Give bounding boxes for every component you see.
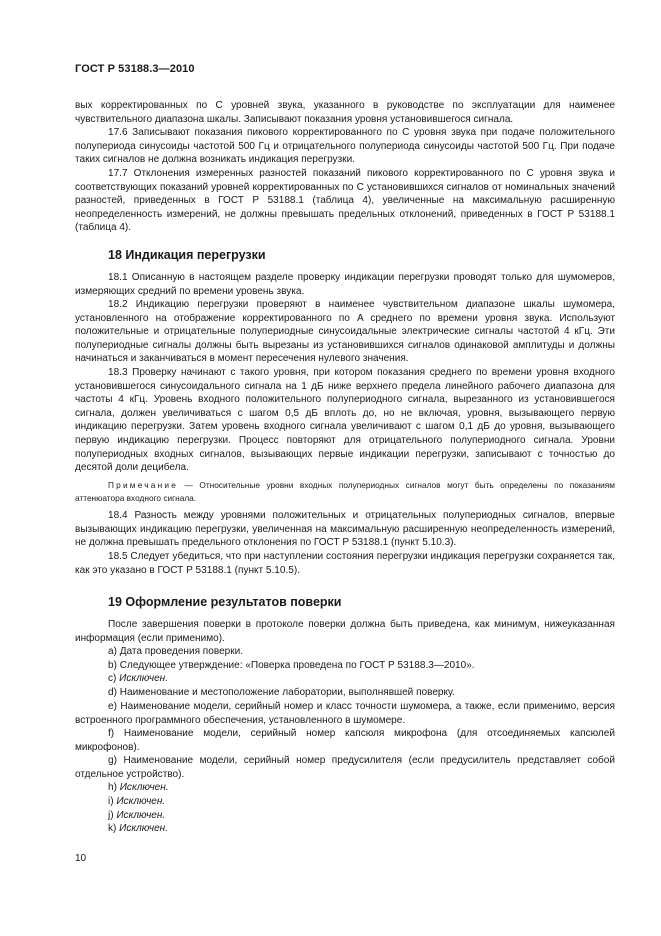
note-label: Примечание: [108, 480, 179, 490]
paragraph-18-3: 18.3 Проверку начинают с такого уровня, при котором показания среднего по времени уровня входного установившегося синусоидального сигнала на 1 дБ ниже верхнего предела линейного рабочего диапазона для частоты 4 кГц. Уровень входного положительного полупериодного сигнала, вырезанного из установившегося сигнала, должен увеличиваться с шагом 0,5 дБ вплоть до, но не включая, уровня, вызывающего первую индикацию перегрузки. Затем уровень входного сигнала увеличивают с шагом 0,1 дБ до уровня, вызывающего первую индикацию перегрузки. Процесс повторяют для отрицательного полупериодного сигнала. Уровни полупериодных входных сигналов, вызывающих первые индикации перегрузки, записывают с точностью до десятой доли децибела.: [75, 367, 615, 474]
list-item-f: f) Наименование модели, серийный номер капсюля микрофона (для отсоединяемых капсюлей микрофонов).: [75, 728, 615, 753]
list-item-i: i) Исключен.: [108, 796, 166, 807]
section-18-heading: 18 Индикация перегрузки: [108, 248, 266, 262]
page-number: 10: [75, 853, 87, 864]
paragraph-17-7: 17.7 Отклонения измеренных разностей показаний пикового корректированного по C уровня звука и соответствующих показаний уровней корректированных по C установившихся сигналов от номинальных значений разностей, приведенных в ГОСТ Р 53188.1 (таблица 4), увеличенные на максимальную расширенную неопределенность измерений, не должны превышать предельных отклонений, приведенных в ГОСТ Р 53188.1 (таблица 4).: [75, 168, 615, 234]
document-header: ГОСТ Р 53188.3—2010: [75, 63, 195, 75]
paragraph-19-intro: После завершения поверки в протоколе поверки должна быть приведена, как минимум, нижеуказанная информация (если применимо).: [75, 619, 615, 644]
paragraph-18-1: 18.1 Описанную в настоящем разделе проверку индикации перегрузки проводят только для шумомеров, измеряющих средний по времени уровень звука.: [75, 272, 615, 297]
list-item-j: j) Исключен.: [108, 810, 166, 821]
paragraph-17-6: 17.6 Записывают показания пикового корректированного по C уровня звука при подаче положительного полупериода синусоиды частотой 500 Гц и отрицательного полупериода синусоиды частотой 500 Гц. При подаче таких сигналов не должна возникать индикация перегрузки.: [75, 127, 615, 166]
paragraph-18-4: 18.4 Разность между уровнями положительных и отрицательных полупериодных сигналов, впервые вызывающих индикацию перегрузки, увеличенная на максимальную расширенную неопределенность измерений, не должна превышать предельного отклонения по ГОСТ Р 53188.1 (пункт 5.10.3).: [75, 510, 615, 549]
note-text: — Относительные уровни входных полупериодных сигналов могут быть определены по показаниям аттенюатора входного сигнала.: [75, 480, 615, 503]
list-item-a: a) Дата проведения поверки.: [108, 646, 244, 657]
list-item-d: d) Наименование и местоположение лаборатории, выполнявшей поверку.: [108, 687, 455, 698]
list-item-c: c) Исключен.: [108, 673, 169, 684]
paragraph-continuation: вых корректированных по C уровней звука, указанного в руководстве по эксплуатации для наименее чувствительного диапазона шкалы. Записывают показания уровня установившегося сигнала.: [75, 100, 615, 125]
paragraph-18-2: 18.2 Индикацию перегрузки проверяют в наименее чувствительном диапазоне шкалы шумомера, установленного на отображение корректированного по A среднего по времени уровня звука. Используют положительные и отрицательные полупериодные синусоидальные электрические сигналы частотой 4 кГц. Эти полупериодные сигналы должны быть вырезаны из установившихся сигналов одинаковой амплитуды и должны начинаться и заканчиваться в момент пересечения нулевого значения.: [75, 299, 615, 365]
paragraph-18-5: 18.5 Следует убедиться, что при наступлении состояния перегрузки индикация перегрузки сохраняется так, как это указано в ГОСТ Р 53188.1 (пункт 5.10.5).: [75, 551, 615, 576]
list-item-b: b) Следующее утверждение: «Поверка проведена по ГОСТ Р 53188.3—2010».: [108, 660, 475, 671]
section-19-heading: 19 Оформление результатов поверки: [108, 595, 342, 609]
note: [75, 479, 615, 505]
list-item-k: k) Исключен.: [108, 823, 169, 834]
list-item-e: e) Наименование модели, серийный номер и класс точности шумомера, а также, если применимо, версия встроенного программного обеспечения, установленного в шумомере.: [75, 701, 615, 726]
list-item-h: h) Исключен.: [108, 782, 169, 793]
list-item-g: g) Наименование модели, серийный номер предусилителя (если предусилитель представляет собой отдельное устройство).: [75, 755, 615, 780]
